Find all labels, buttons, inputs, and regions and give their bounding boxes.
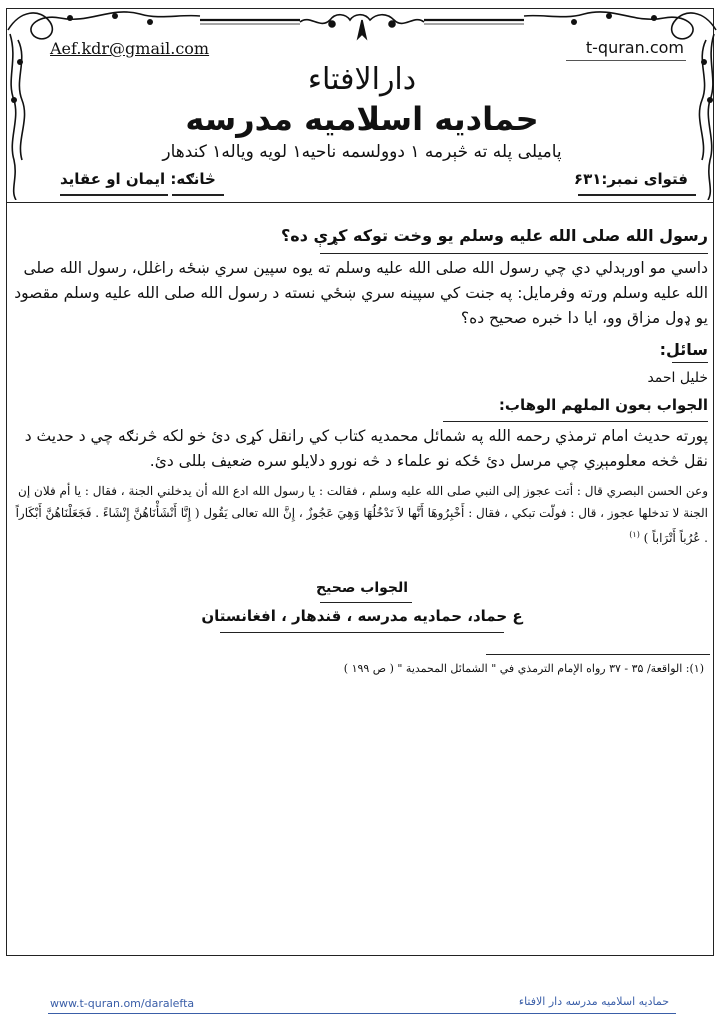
header-divider <box>6 202 714 203</box>
question-title: رسول الله صلی الله علیه وسلم یو وخت توکه کړې ده؟ <box>280 226 708 245</box>
website-link[interactable]: t-quran.com <box>585 38 684 57</box>
answer-heading: الجواب بعون الملهم الوهاب: <box>498 396 708 414</box>
question-body: داسي مو اورېدلي دي چي رسول الله صلی الله علیه وسلم ته یوه سپین سري ښځه راغلل، رسول الله صلی الله علیه وسلم ورته وفرمایل: په جنت کي سپینه سري ښځي نسته د رسول الله صلی الله علیه وسلم مقصود یو ډول مزاق وو، ایا دا خبره صحیح ده؟ <box>14 259 708 327</box>
section-underline <box>60 194 168 196</box>
website-underline <box>566 60 686 61</box>
asker-label: سائل: <box>659 340 708 359</box>
fatwa-number: فتوای نمبر:۶۳۱ <box>573 170 688 188</box>
hadith-text: وعن الحسن البصري قال : أتت عجوز إلى النبي صلى الله عليه وسلم ، فقالت : يا رسول الله ادع الله أن يدخلني الجنة ، فقال : يا أم فلان إن الجنة لا تدخلها عجوز ، قال : فولّت تبكي ، فقال : أَخْبِرُوهَا أَنَّها لاَ تَدْخُلُهَا وَهِيَ عَجُوزٌ ، إِنَّ الله تعالى يَقُول ( إِنَّا أَنْشَأْنَاهُنَّ إِنْشَاءً . فَجَعَلْنَاهُنَّ أَبْكَاراً . عُرُباً أَتْرَاباً ) <box>15 484 708 545</box>
section-category: څانګه: ایمان او عقاید <box>60 170 216 188</box>
footnote-divider <box>486 654 710 655</box>
fatwa-number-underline <box>578 194 696 196</box>
page-title: دارالافتاء <box>307 62 417 97</box>
verification-heading-underline <box>320 602 412 603</box>
question-title-underline <box>320 253 708 254</box>
footer-institution-name: حمادیه اسلامیه مدرسه دار الافتاء <box>518 995 669 1008</box>
section-label-underline <box>172 194 224 196</box>
answer-body: پورته حدیث امام ترمذي رحمه الله په شمائل محمدیه کتاب کي رانقل کړی دئ خو لکه څرنګه چي د حدیث د نقل څخه معلومېږي چي مرسل دئ ځکه نو علماء د څه نورو دلایلو سره ضعیف بللی دئ. <box>24 427 708 470</box>
signature-underline <box>220 632 504 633</box>
answer-heading-underline <box>443 421 708 422</box>
asker-label-underline <box>672 362 708 363</box>
asker-name: خلیل احمد <box>647 370 708 386</box>
signature-line: ع حماد، حمادیه مدرسه ، قندهار ، افغانستان <box>201 607 523 625</box>
institution-name: حمادیه اسلامیه مدرسه <box>185 100 539 138</box>
footnote-reference[interactable]: (۱) <box>629 530 640 539</box>
contact-email[interactable]: Aef.kdr@gmail.com <box>50 39 210 58</box>
hadith-quote <box>14 480 708 549</box>
footer-url[interactable]: www.t-quran.om/daralefta <box>50 997 195 1010</box>
verification-heading: الجواب صحیح <box>315 580 409 596</box>
footnote: (۱): الواقعة/ ۳۵ - ۳۷ رواه الإمام الترمذي في " الشمائل المحمدية " ( ص ۱۹۹ ) <box>343 662 704 675</box>
institution-address: پامیلی پله ته څېرمه ۱ دوولسمه ناحیه۱ لویه ویاله۱ کندهار <box>162 142 562 162</box>
footer-divider <box>48 1013 676 1014</box>
